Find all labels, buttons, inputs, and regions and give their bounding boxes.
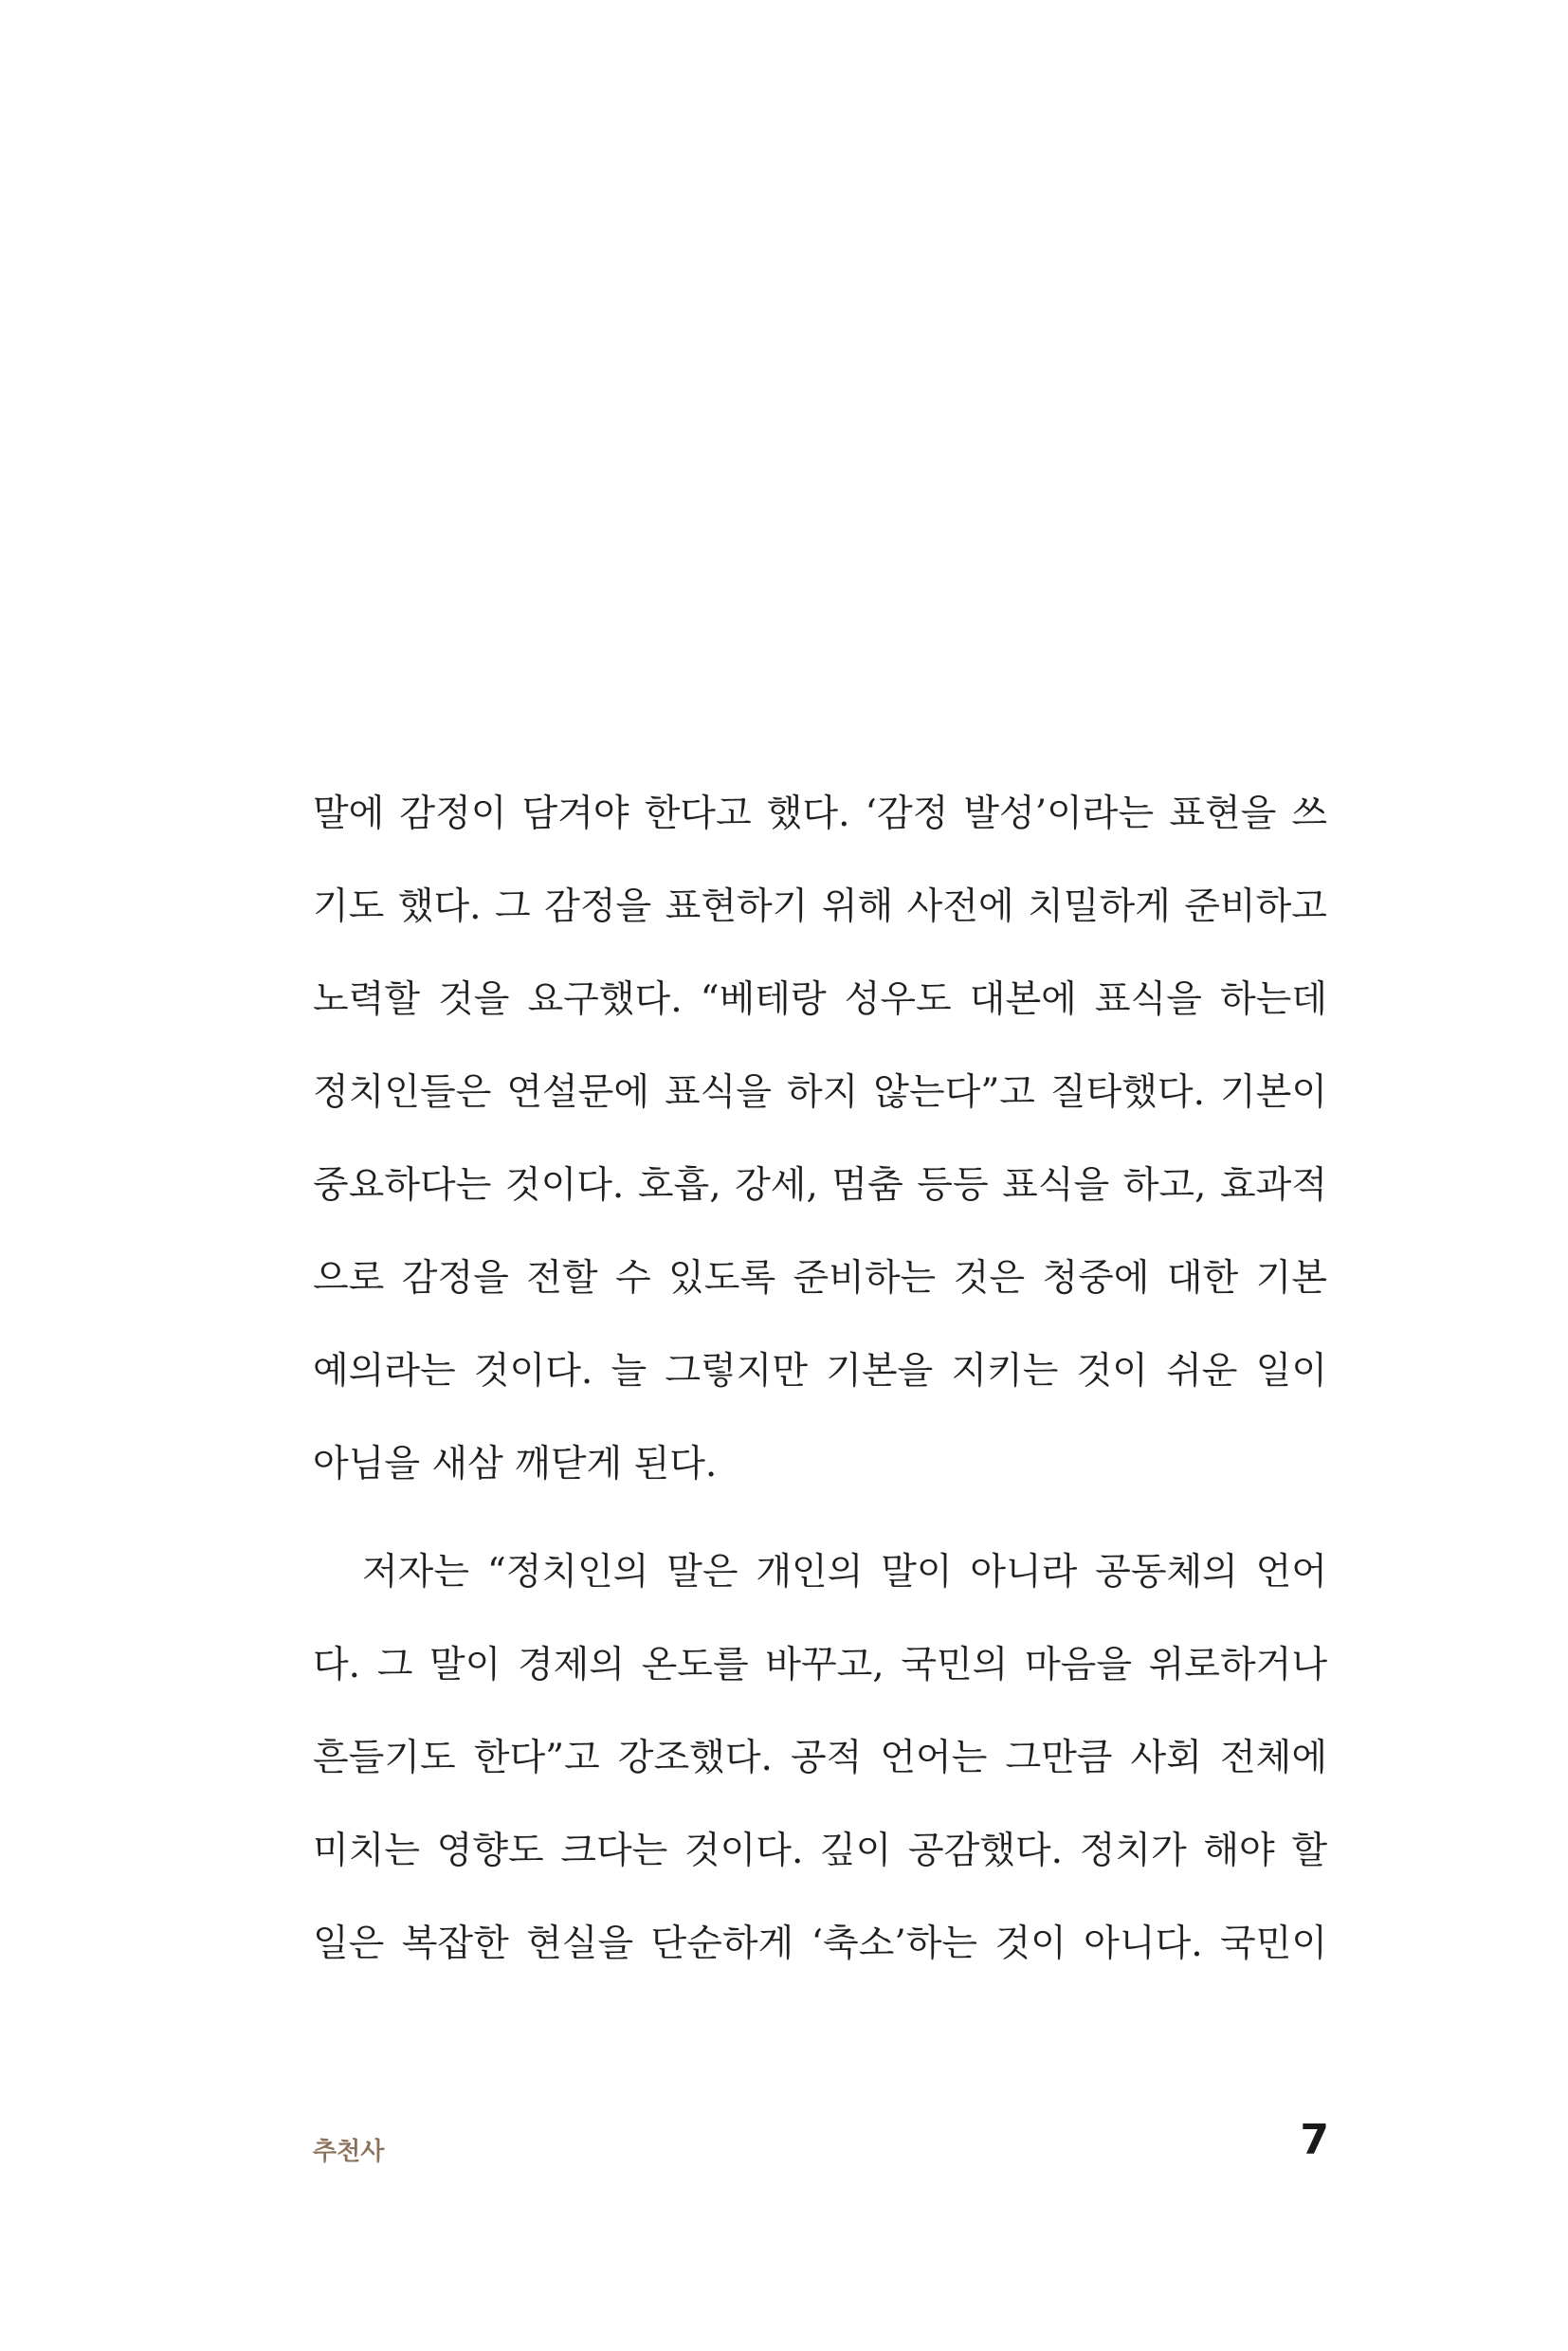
text-line: 말에 감정이 담겨야 한다고 했다. ‘감정 발성’이라는 표현을 쓰 (313, 793, 1327, 835)
text-line: 저자는 “정치인의 말은 개인의 말이 아니라 공동체의 언어 (362, 1551, 1327, 1594)
text-line: 으로 감정을 전할 수 있도록 준비하는 것은 청중에 대한 기본 (313, 1257, 1327, 1300)
text-line: 아님을 새삼 깨닫게 된다. (313, 1443, 718, 1485)
text-line: 미치는 영향도 크다는 것이다. 깊이 공감했다. 정치가 해야 할 (313, 1830, 1327, 1872)
text-line: 예의라는 것이다. 늘 그렇지만 기본을 지키는 것이 쉬운 일이 (313, 1350, 1327, 1393)
section-label: 추천사 (313, 2138, 385, 2166)
text-line: 기도 했다. 그 감정을 표현하기 위해 사전에 치밀하게 준비하고 (313, 885, 1327, 928)
paragraph-1 (313, 768, 1327, 1511)
text-line: 일은 복잡한 현실을 단순하게 ‘축소’하는 것이 아니다. 국민이 (313, 1923, 1327, 1965)
paragraph-2 (313, 1526, 1327, 1991)
page-number: 7 (1300, 2116, 1329, 2164)
text-line: 노력할 것을 요구했다. “베테랑 성우도 대본에 표식을 하는데 (313, 978, 1327, 1021)
text-line: 흔들기도 한다”고 강조했다. 공적 언어는 그만큼 사회 전체에 (313, 1737, 1327, 1779)
text-line: 다. 그 말이 경제의 온도를 바꾸고, 국민의 마음을 위로하거나 (313, 1644, 1327, 1686)
text-line: 정치인들은 연설문에 표식을 하지 않는다”고 질타했다. 기본이 (313, 1071, 1327, 1114)
text-line: 중요하다는 것이다. 호흡, 강세, 멈춤 등등 표식을 하고, 효과적 (313, 1164, 1327, 1207)
